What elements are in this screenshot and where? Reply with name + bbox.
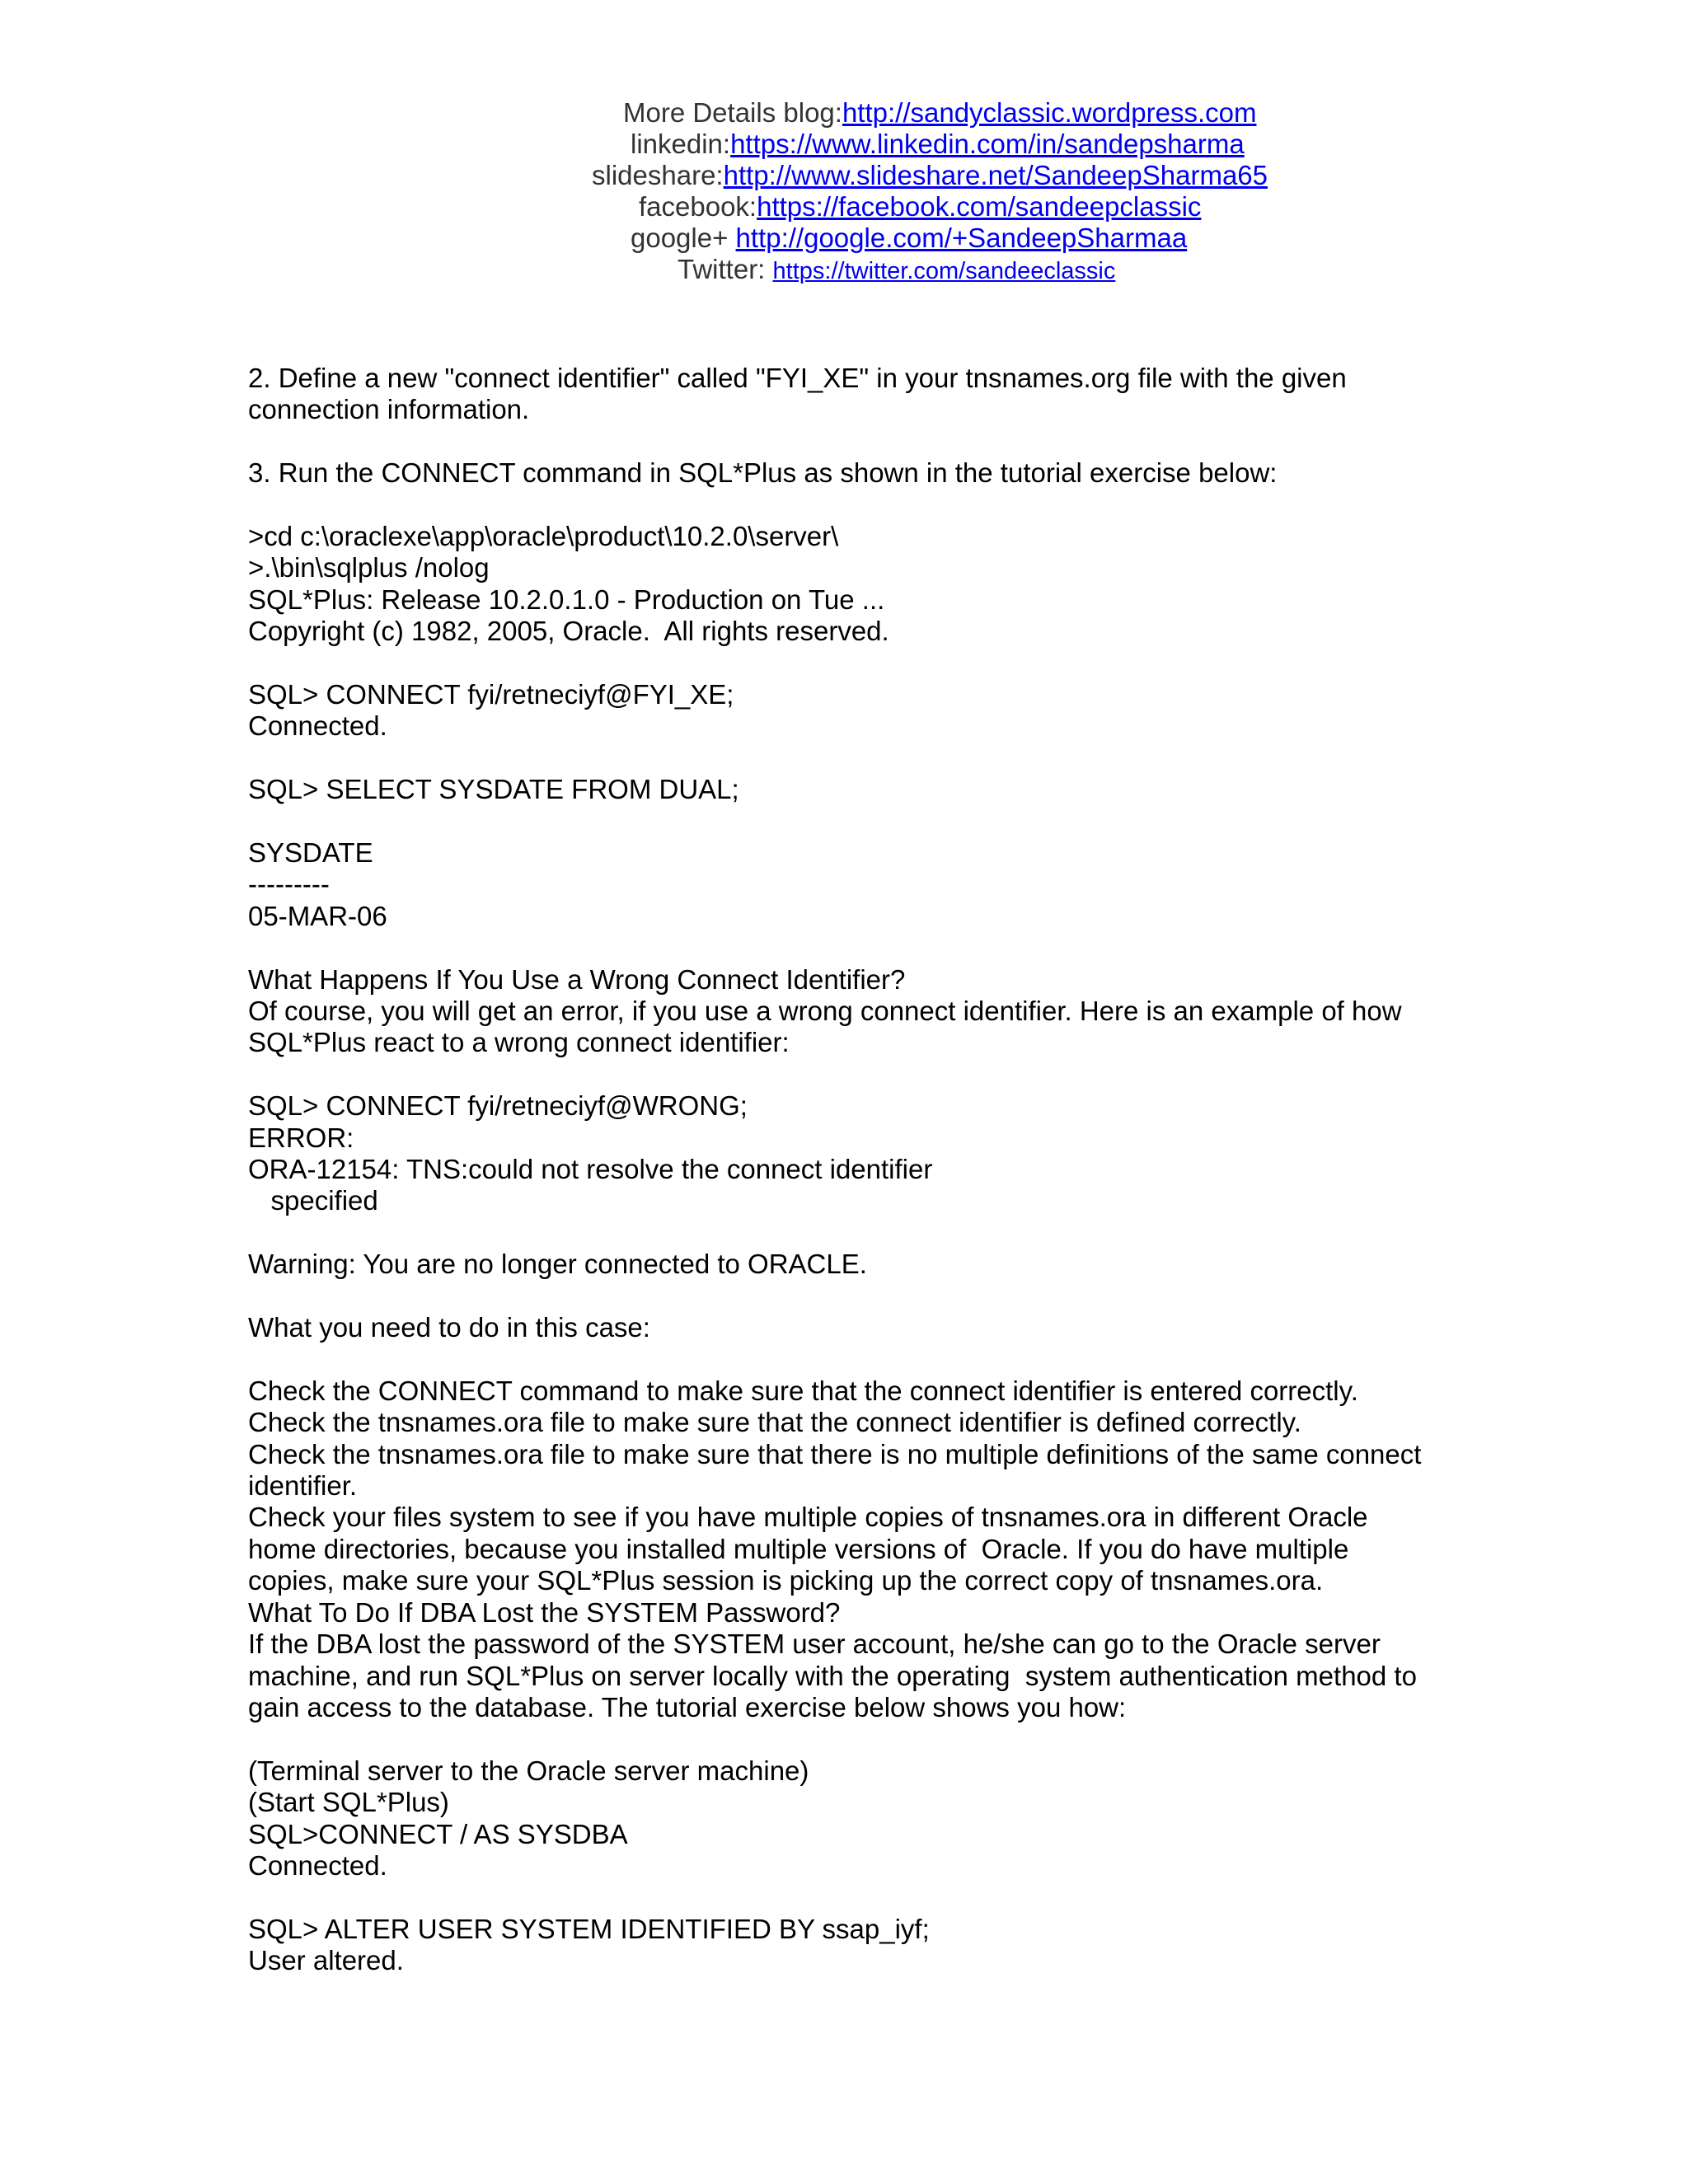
text-line: Check the CONNECT command to make sure that the connect identifier is entered correctly. bbox=[248, 1375, 1358, 1406]
twitter-label: Twitter: bbox=[678, 254, 773, 284]
text-line: SQL> ALTER USER SYSTEM IDENTIFIED BY ssap_iyf; bbox=[248, 1913, 930, 1944]
text-line: What Happens If You Use a Wrong Connect Identifier? bbox=[248, 963, 906, 995]
text-line: What To Do If DBA Lost the SYSTEM Password? bbox=[248, 1596, 841, 1628]
slideshare-line bbox=[592, 160, 1268, 191]
slideshare-link[interactable]: http://www.slideshare.net/SandeepSharma65 bbox=[723, 160, 1268, 190]
linkedin-line bbox=[631, 129, 1245, 160]
blank-line bbox=[248, 1059, 1451, 1090]
text-line: ORA-12154: TNS:could not resolve the connect identifier bbox=[248, 1154, 933, 1185]
text-line: --------- bbox=[248, 869, 330, 900]
text-line: SQL> SELECT SYSDATE FROM DUAL; bbox=[248, 774, 739, 805]
facebook-line bbox=[639, 191, 1201, 223]
text-line: connection information. bbox=[248, 394, 530, 425]
blank-line bbox=[248, 648, 1451, 679]
facebook-link[interactable]: https://facebook.com/sandeepclassic bbox=[757, 191, 1202, 222]
text-line: Connected. bbox=[248, 1849, 387, 1881]
slideshare-label: slideshare: bbox=[592, 160, 724, 190]
text-line: identifier. bbox=[248, 1470, 358, 1502]
text-line: User altered. bbox=[248, 1945, 404, 1976]
text-line: (Start SQL*Plus) bbox=[248, 1787, 449, 1818]
text-line: What you need to do in this case: bbox=[248, 1312, 650, 1343]
text-line: home directories, because you installed multiple versions of Oracle. If you do have multiple bbox=[248, 1533, 1349, 1564]
text-line: SYSDATE bbox=[248, 837, 373, 869]
document-body bbox=[248, 363, 1451, 1977]
text-line: SQL> CONNECT fyi/retneciyf@FYI_XE; bbox=[248, 679, 734, 710]
text-line: Check the tnsnames.ora file to make sure that the connect identifier is defined correctly. bbox=[248, 1407, 1301, 1438]
blank-line bbox=[248, 426, 1451, 457]
text-line: machine, and run SQL*Plus on server locally with the operating system authentication method to bbox=[248, 1660, 1417, 1691]
text-line: Check your files system to see if you have multiple copies of tnsnames.ora in different Oracle bbox=[248, 1502, 1368, 1533]
blank-line bbox=[248, 743, 1451, 774]
text-line: >cd c:\oraclexe\app\oracle\product\10.2.0\server\ bbox=[248, 521, 839, 551]
text-line: SQL>CONNECT / AS SYSDBA bbox=[248, 1818, 628, 1849]
text-line: If the DBA lost the password of the SYSTEM user account, he/she can go to the Oracle server bbox=[248, 1629, 1381, 1660]
text-line: >.\bin\sqlplus /nolog bbox=[248, 552, 490, 583]
blank-line bbox=[248, 1343, 1451, 1375]
text-line: (Terminal server to the Oracle server machine) bbox=[248, 1755, 809, 1786]
blog-line bbox=[623, 97, 1256, 129]
text-line: gain access to the database. The tutorial exercise below shows you how: bbox=[248, 1691, 1127, 1722]
text-line: 2. Define a new "connect identifier" called "FYI_XE" in your tnsnames.org file with the given bbox=[248, 363, 1347, 393]
blank-line bbox=[248, 1882, 1451, 1913]
text-line: ERROR: bbox=[248, 1122, 354, 1153]
text-line: SQL> CONNECT fyi/retneciyf@WRONG; bbox=[248, 1090, 748, 1122]
facebook-label: facebook: bbox=[639, 191, 757, 222]
text-line: 05-MAR-06 bbox=[248, 900, 387, 931]
blank-line bbox=[248, 1217, 1451, 1249]
twitter-link[interactable]: https://twitter.com/sandeeclassic bbox=[772, 258, 1116, 284]
blog-label: More Details blog: bbox=[623, 97, 842, 128]
text-line: SQL*Plus: Release 10.2.0.1.0 - Production on Tue ... bbox=[248, 583, 885, 615]
linkedin-label: linkedin: bbox=[631, 129, 731, 159]
google-line bbox=[631, 223, 1187, 254]
blog-link[interactable]: http://sandyclassic.wordpress.com bbox=[842, 97, 1257, 128]
text-line: Connected. bbox=[248, 710, 387, 742]
blank-line bbox=[248, 490, 1451, 521]
google-label: google+ bbox=[631, 223, 736, 253]
text-line: copies, make sure your SQL*Plus session is picking up the correct copy of tnsnames.ora. bbox=[248, 1565, 1324, 1596]
text-line: specified bbox=[248, 1185, 378, 1216]
text-line: Warning: You are no longer connected to ORACLE. bbox=[248, 1249, 867, 1280]
text-line: Of course, you will get an error, if you use a wrong connect identifier. Here is an example of how bbox=[248, 996, 1402, 1027]
text-line: 3. Run the CONNECT command in SQL*Plus as shown in the tutorial exercise below: bbox=[248, 457, 1278, 489]
blank-line bbox=[248, 806, 1451, 837]
blank-line bbox=[248, 1723, 1451, 1755]
linkedin-link[interactable]: https://www.linkedin.com/in/sandepsharma bbox=[730, 129, 1245, 159]
text-line: Copyright (c) 1982, 2005, Oracle. All rights reserved. bbox=[248, 616, 889, 647]
twitter-line bbox=[678, 254, 1115, 287]
blank-line bbox=[248, 1281, 1451, 1312]
text-line: SQL*Plus react to a wrong connect identifier: bbox=[248, 1027, 790, 1058]
text-line: Check the tnsnames.ora file to make sure that there is no multiple definitions of the same connect bbox=[248, 1438, 1422, 1469]
google-link[interactable]: http://google.com/+SandeepSharmaa bbox=[735, 223, 1188, 253]
blank-line bbox=[248, 932, 1451, 963]
